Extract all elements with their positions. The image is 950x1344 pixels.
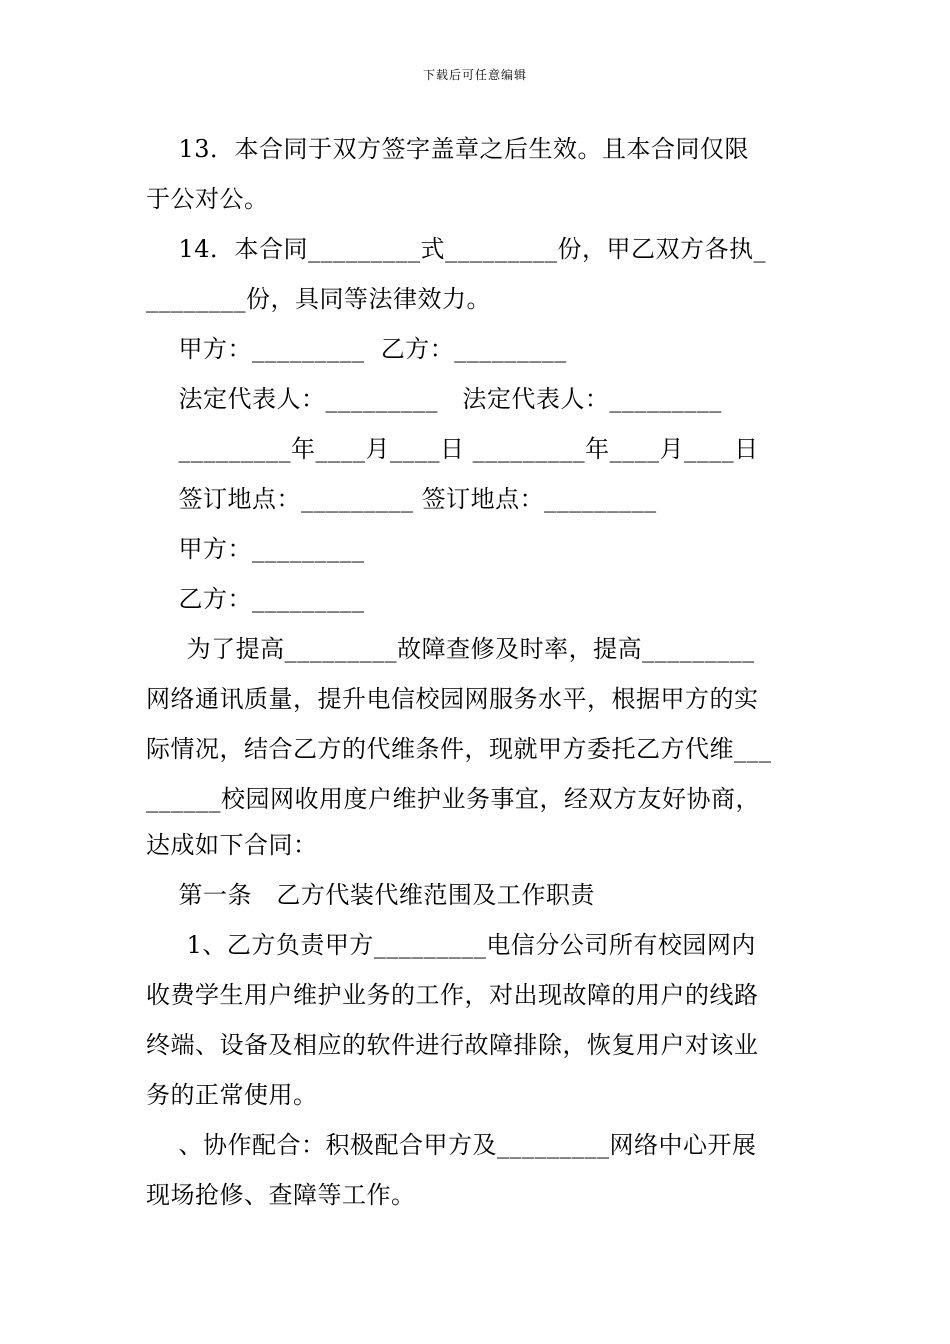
paragraph-line: 收费学生用户维护业务的工作，对出现故障的用户的线路 — [146, 981, 759, 1009]
paragraph-line: 1、乙方负责甲方_________电信分公司所有校园网内 — [146, 931, 756, 959]
paragraph-line: 14．本合同_________式_________份，甲乙双方各执_ — [146, 235, 767, 263]
paragraph-line: 终端、设备及相应的软件进行故障排除，恢复用户对该业 — [146, 1031, 759, 1059]
signature-line: 甲方：_________ — [146, 535, 365, 563]
signature-line: 签订地点：_________ 签订地点：_________ — [146, 485, 657, 513]
section-heading: 第一条 乙方代装代维范围及工作职责 — [146, 881, 595, 909]
paragraph-line: 现场抢修、查障等工作。 — [146, 1181, 416, 1209]
paragraph-line: ______校园网收用度户维护业务事宜，经双方友好协商， — [146, 785, 760, 813]
paragraph-line: 为了提高_________故障查修及时率，提高_________ — [146, 635, 755, 663]
paragraph-line: 际情况，结合乙方的代维条件，现就甲方委托乙方代维___ — [146, 735, 772, 763]
page-header: 下载后可任意编辑 — [422, 68, 527, 82]
paragraph-line: 网络通讯质量，提升电信校园网服务水平，根据甲方的实 — [146, 685, 759, 713]
paragraph-line: 务的正常使用。 — [146, 1081, 318, 1109]
paragraph-line: 于公对公。 — [146, 185, 269, 213]
paragraph-line: 达成如下合同： — [146, 831, 318, 859]
date-line: _________年____月____日 _________年____月____日 — [146, 435, 759, 463]
paragraph-line: ________份，具同等法律效力。 — [146, 285, 491, 313]
signature-line: 法定代表人：_________ 法定代表人：_________ — [146, 385, 722, 413]
signature-line: 乙方：_________ — [146, 585, 365, 613]
paragraph-line: 、协作配合：积极配合甲方及_________网络中心开展 — [146, 1131, 757, 1159]
signature-line: 甲方：_________ 乙方：_________ — [146, 335, 567, 363]
paragraph-line: 13．本合同于双方签字盖章之后生效。且本合同仅限 — [146, 135, 750, 163]
